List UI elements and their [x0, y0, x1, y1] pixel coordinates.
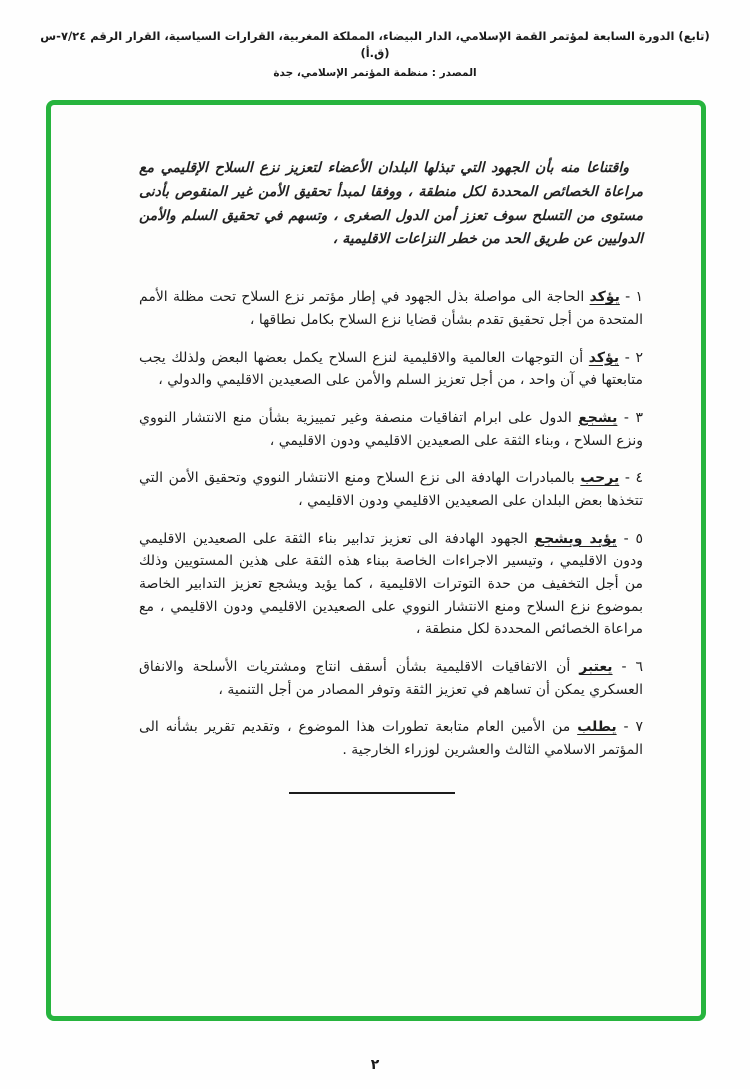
item-lead-verb: يعتبر [579, 658, 613, 675]
resolution-item-1 [139, 286, 643, 331]
item-number: ١ - [625, 289, 643, 306]
item-number: ٥ - [623, 530, 643, 547]
item-lead-verb: يؤكد [588, 349, 620, 366]
item-lead-verb: يطلب [577, 719, 617, 736]
document-header [0, 0, 750, 81]
header-title-line: (تابع) الدورة السابعة لمؤتمر القمة الإسلامي، الدار البيضاء، المملكة المغربية، القرارات السياسية، القرار الرقم ٧/٢٤-س (ق.أ) [40, 29, 710, 61]
page-footer [0, 1057, 750, 1073]
item-number: ٣ - [623, 409, 643, 426]
item-lead-verb: يؤيد ويشجع [534, 530, 617, 547]
item-number: ٦ - [621, 658, 644, 675]
resolution-items-list [139, 286, 643, 761]
source-label: المصدر : [431, 66, 477, 79]
item-text: أن الاتفاقيات الاقليمية بشأن أسقف انتاج ومشتريات الأسلحة والانفاق العسكري يمكن أن تساهم في تعزيز الثقة وتوفر المصادر من أجل التنمية ، [139, 658, 643, 698]
resolution-item-5 [139, 528, 643, 641]
preamble-paragraph: واقتناعا منه بأن الجهود التي تبذلها البلدان الأعضاء لتعزيز نزع السلاح الإقليمي مع مراعاة الخصائص المحددة لكل منطقة ، ووفقا لمبدأ تحقيق الأمن غير المنقوص بأدنى مستوى من التسلح سوف تعزز أمن الدول الصغرى ، وتسهم في تحقيق السلم والأمن الدوليين عن طريق الحد من خطر النزاعات الاقليمية ، [139, 160, 643, 248]
item-text: الدول على ابرام اتفاقيات منصفة وغير تمييزية بشأن منع الانتشار النووي ونزع السلاح ، وبناء الثقة على الصعيدين الاقليمي ودون الاقليمي ، [139, 409, 643, 449]
item-text: أن التوجهات العالمية والاقليمية لنزع السلاح يكمل بعضها البعض ولذلك يجب متابعتها في آن واحد ، من أجل تعزيز السلم والأمن على الصعيدين الاقليمي والدولي ، [139, 349, 643, 389]
source-value: منظمة المؤتمر الإسلامي، جدة [273, 66, 429, 79]
item-lead-verb: يشجع [578, 409, 618, 426]
item-number: ٢ - [624, 349, 643, 366]
resolution-item-6 [139, 656, 643, 701]
resolution-item-3 [139, 407, 643, 452]
green-scan-frame [46, 100, 706, 1021]
resolution-item-4 [139, 467, 643, 512]
item-text: الحاجة الى مواصلة بذل الجهود في إطار مؤتمر نزع السلاح تحت مظلة الأمم المتحدة من أجل تحقيق تقدم بشأن قضايا نزع السلاح بكامل نطاقها ، [139, 289, 643, 328]
item-text: الجهود الهادفة الى تعزيز تدابير بناء الثقة على الصعيدين الاقليمي ودون الاقليمي ، وتيسير الاجراءات الخاصة ببناء هذه الثقة على هذين المستويين وذلك من أجل التخفيف من حدة التوترات الاقليمية ، كما يؤيد ويشجع تعزيز التدابير الخاصة بموضوع نزع السلاح ومنع الانتشار النووي على الصعيدين الاقليمي ودون الاقليمي ، مع مراعاة الخصائص المحددة لكل منطقة ، [139, 530, 643, 638]
page-number: ٢ [370, 1057, 380, 1073]
item-text: من الأمين العام متابعة تطورات هذا الموضوع ، وتقديم تقرير بشأنه الى المؤتمر الاسلامي الثالث والعشرين لوزراء الخارجية . [139, 719, 643, 758]
resolution-item-2 [139, 347, 643, 392]
item-lead-verb: يؤكد [589, 289, 620, 306]
header-source-line [0, 66, 750, 82]
item-text: بالمبادرات الهادفة الى نزع السلاح ومنع الانتشار النووي وتحقيق الأمن التي تتخذها بعض البلدان على الصعيدين الاقليمي ودون الاقليمي ، [139, 470, 643, 509]
item-lead-verb: يرحب [580, 470, 620, 487]
resolution-item-7 [139, 716, 643, 761]
item-number: ٧ - [623, 719, 644, 736]
separator-line [289, 792, 455, 794]
item-number: ٤ - [624, 470, 644, 487]
